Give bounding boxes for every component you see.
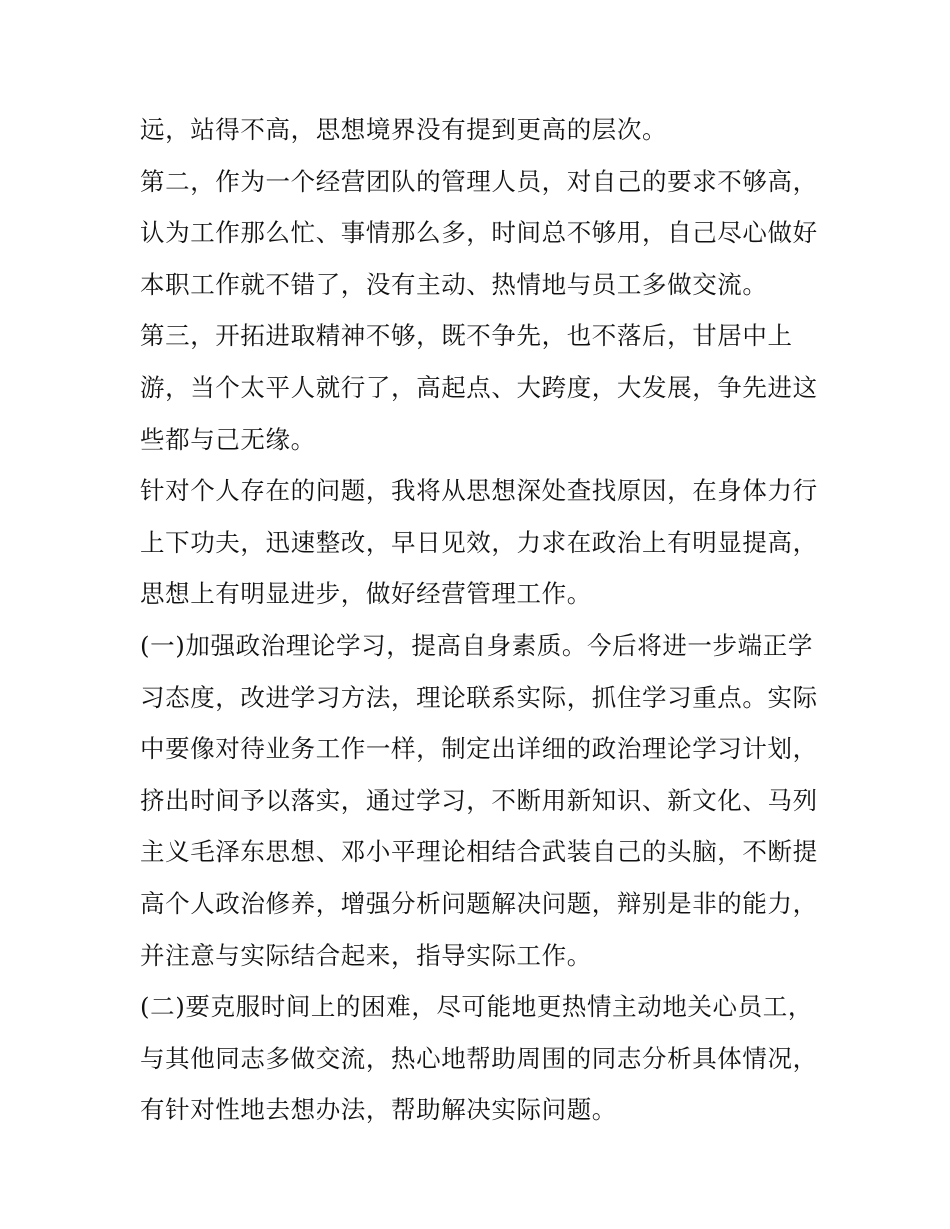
text-line: 些都与己无缘。: [140, 424, 316, 454]
text-line: 第二，作为一个经营团队的管理人员，对自己的要求不够高，: [140, 166, 818, 196]
text-line: (一)加强政治理论学习，提高自身素质。今后将进一步端正学: [140, 630, 813, 660]
text-line: 第三，开拓进取精神不够，既不争先，也不落后，甘居中上: [140, 321, 793, 351]
text-line: 习态度，改进学习方法，理论联系实际，抓住学习重点。实际: [140, 682, 818, 712]
text-line: 针对个人存在的问题，我将从思想深处查找原因，在身体力行: [140, 476, 818, 506]
text-line: 上下功夫，迅速整改，早日见效，力求在政治上有明显提高，: [140, 527, 818, 557]
text-line: 挤出时间予以落实，通过学习，不断用新知识、新文化、马列: [140, 785, 818, 815]
text-line: 中要像对待业务工作一样，制定出详细的政治理论学习计划，: [140, 734, 818, 764]
text-line: 远，站得不高，思想境界没有提到更高的层次。: [140, 115, 668, 144]
text-line: 高个人政治修养，增强分析问题解决问题，辩别是非的能力，: [140, 888, 818, 918]
text-line: 并注意与实际结合起来，指导实际工作。: [140, 940, 592, 970]
text-line: 主义毛泽东思想、邓小平理论相结合武装自己的头脑，不断提: [140, 837, 818, 867]
text-line: 本职工作就不错了，没有主动、热情地与员工多做交流。: [140, 269, 768, 299]
text-line: 思想上有明显进步，做好经营管理工作。: [140, 579, 592, 609]
text-line: 有针对性地去想办法，帮助解决实际问题。: [140, 1095, 617, 1125]
text-line: 与其他同志多做交流，热心地帮助周围的同志分析具体情况，: [140, 1043, 818, 1073]
text-line: 认为工作那么忙、事情那么多，时间总不够用，自己尽心做好: [140, 218, 818, 248]
document-body: [140, 104, 830, 1136]
text-line: (二)要克服时间上的困难，尽可能地更热情主动地关心员工，: [140, 992, 813, 1022]
text-line: 游，当个太平人就行了，高起点、大跨度，大发展，争先进这: [140, 372, 818, 402]
